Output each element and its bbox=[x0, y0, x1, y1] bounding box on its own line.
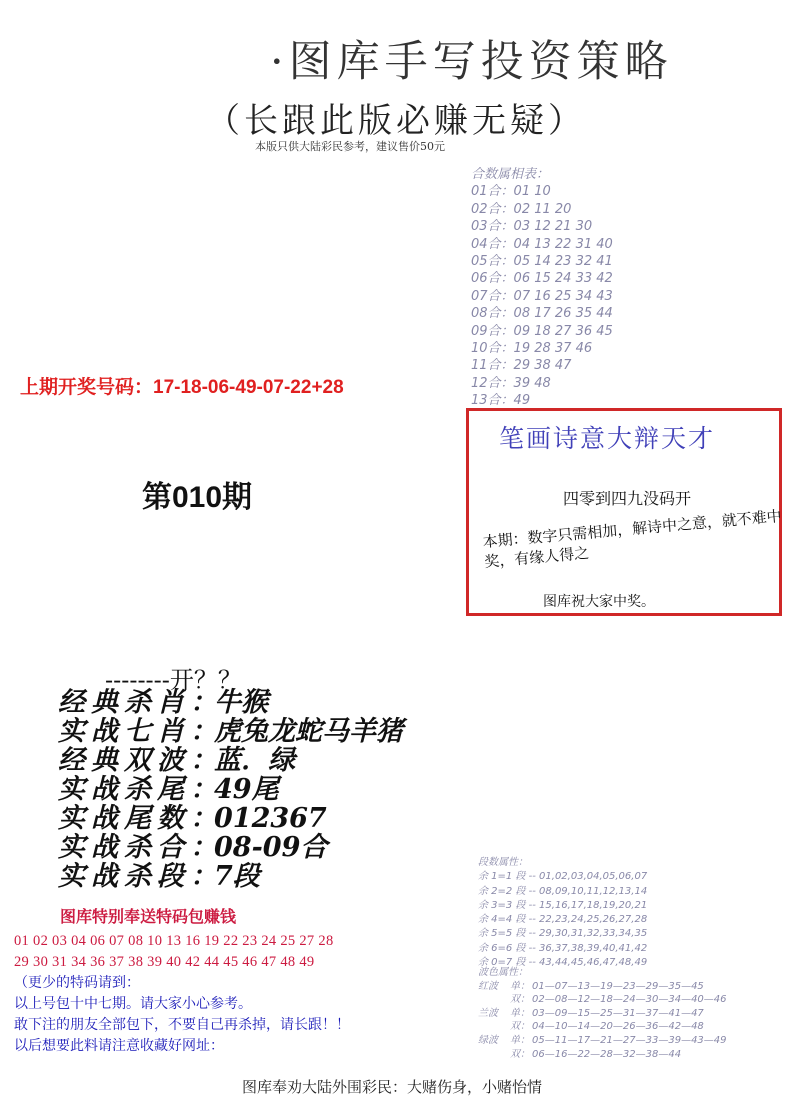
tip-value: 牛猴 bbox=[214, 687, 268, 718]
page-subtitle: （长跟此版必赚无疑） bbox=[206, 101, 586, 141]
last-draw-numbers: 上期开奖号码：17-18-06-49-07-22+28 bbox=[20, 377, 344, 398]
bo-type: 双： bbox=[510, 1021, 530, 1033]
bo-color: 兰波 bbox=[478, 1007, 498, 1019]
tip-value: 7段 bbox=[214, 861, 260, 892]
duan-title: 段数属性： bbox=[478, 857, 528, 868]
he-table-row: 05合：05 14 23 32 41 bbox=[471, 254, 613, 270]
he-table-row: 02合：02 11 20 bbox=[471, 201, 572, 217]
poem-riddle-box bbox=[466, 408, 782, 616]
he-table-row: 01合：01 10 bbox=[471, 184, 551, 200]
page-title: ·图库手写投资策略 bbox=[270, 37, 673, 87]
gift-note: （更少的特码请到： bbox=[14, 976, 140, 991]
he-table-row: 08合：08 17 26 35 44 bbox=[471, 306, 613, 322]
he-table-row: 09合：09 18 27 36 45 bbox=[471, 323, 613, 339]
bo-color: 红波 bbox=[478, 980, 498, 992]
he-table-row: 11合：29 38 47 bbox=[471, 358, 572, 374]
issue-number: 第010期 bbox=[142, 481, 253, 514]
tip-row bbox=[58, 775, 403, 804]
gift-numbers-line: 01 02 03 04 06 07 08 10 13 16 19 22 23 24 25 27 28 bbox=[14, 933, 334, 949]
bo-type: 双： bbox=[510, 994, 530, 1006]
tip-row bbox=[58, 862, 403, 891]
tip-row bbox=[58, 688, 403, 717]
gift-title: 图库特别奉送特码包赚钱 bbox=[60, 909, 237, 926]
bo-nums: 03—09—15—25—31—37—41—47 bbox=[532, 1007, 704, 1019]
tip-value: 49尾 bbox=[214, 774, 279, 805]
gift-note: 以上号包十中七期。请大家小心参考。 bbox=[14, 997, 252, 1012]
bo-color: 绿波 bbox=[478, 1034, 498, 1046]
duan-row: 余 0=7 段 -- 43,44,45,46,47,48,49 bbox=[478, 957, 648, 969]
tip-value: 012367 bbox=[214, 803, 327, 834]
bo-title: 波色属性： bbox=[478, 967, 528, 978]
price-note: 本版只供大陆彩民参考，建议售价50元 bbox=[255, 140, 445, 153]
footer-slogan: 图库奉劝大陆外围彩民：大赌伤身，小赌怡情 bbox=[242, 1078, 543, 1096]
bo-type: 单： bbox=[510, 980, 530, 992]
poem-blessing: 图库祝大家中奖。 bbox=[543, 594, 655, 610]
he-table-row: 06合：06 15 24 33 42 bbox=[471, 271, 613, 287]
gift-numbers-line: 29 30 31 34 36 37 38 39 40 42 44 45 46 47 48 49 bbox=[14, 954, 315, 970]
tip-label: 经典杀肖： bbox=[58, 687, 223, 718]
poem-title: 笔画诗意大辩天才 bbox=[499, 424, 716, 453]
tip-value: 08-09合 bbox=[214, 832, 328, 863]
tips-list bbox=[58, 688, 403, 891]
he-table-row: 10合：19 28 37 46 bbox=[471, 341, 593, 357]
poem-hint: 本期：数字只需相加，解诗中之意，就不难中奖，有缘人得之 bbox=[481, 506, 783, 572]
tip-value: 虎兔龙蛇马羊猪 bbox=[214, 716, 403, 747]
duan-row: 余 1=1 段 -- 01,02,03,04,05,06,07 bbox=[478, 871, 648, 883]
bo-type: 单： bbox=[510, 1007, 530, 1019]
tip-row bbox=[58, 833, 403, 862]
he-table-row: 07合：07 16 25 34 43 bbox=[471, 288, 613, 304]
he-table-row: 13合：49 bbox=[471, 393, 531, 409]
bo-row bbox=[478, 980, 778, 994]
tip-value: 蓝．绿 bbox=[214, 745, 295, 776]
tip-row bbox=[58, 717, 403, 746]
bo-color-table bbox=[478, 966, 778, 1061]
bo-type: 双： bbox=[510, 1048, 530, 1060]
bo-nums: 04—10—14—20—26—36—42—48 bbox=[532, 1021, 704, 1033]
bo-nums: 06—16—22—28—32—38—44 bbox=[532, 1048, 682, 1060]
he-table-row: 04合：04 13 22 31 40 bbox=[471, 236, 613, 252]
tip-label: 经典双波： bbox=[58, 745, 223, 776]
he-number-table bbox=[471, 166, 631, 410]
bo-nums: 02—08—12—18—24—30—34—40—46 bbox=[532, 994, 727, 1006]
bo-row bbox=[478, 1020, 778, 1034]
tip-label: 实战杀段： bbox=[58, 861, 223, 892]
tip-label: 实战杀尾： bbox=[58, 774, 223, 805]
duan-attribute-table bbox=[478, 856, 778, 970]
bo-type: 单： bbox=[510, 1034, 530, 1046]
duan-row: 余 5=5 段 -- 29,30,31,32,33,34,35 bbox=[478, 928, 648, 940]
tip-row bbox=[58, 804, 403, 833]
gift-notes bbox=[14, 973, 350, 1057]
tip-label: 实战尾数： bbox=[58, 803, 223, 834]
duan-row: 余 3=3 段 -- 15,16,17,18,19,20,21 bbox=[478, 899, 648, 911]
poem-line: 四零到四九没码开 bbox=[563, 489, 692, 508]
gift-numbers bbox=[14, 931, 454, 973]
he-table-title: 合数属相表： bbox=[471, 167, 550, 182]
bo-nums: 05—11—17—21—27—33—39—43—49 bbox=[532, 1034, 727, 1046]
tip-row bbox=[58, 746, 403, 775]
bo-row bbox=[478, 1007, 778, 1021]
duan-row: 余 6=6 段 -- 36,37,38,39,40,41,42 bbox=[478, 942, 648, 954]
bo-row bbox=[478, 993, 778, 1007]
tip-label: 实战杀合： bbox=[58, 832, 223, 863]
tip-label: 实战七肖： bbox=[58, 716, 223, 747]
duan-row: 余 4=4 段 -- 22,23,24,25,26,27,28 bbox=[478, 914, 648, 926]
gift-note: 敢下注的朋友全部包下，不要自己再杀掉，请长跟！！ bbox=[14, 1018, 350, 1033]
bo-row bbox=[478, 1034, 778, 1048]
bo-nums: 01—07—13—19—23—29—35—45 bbox=[532, 980, 704, 992]
duan-row: 余 2=2 段 -- 08,09,10,11,12,13,14 bbox=[478, 885, 648, 897]
gift-note: 以后想要此料请注意收藏好网址： bbox=[14, 1039, 224, 1054]
he-table-row: 12合：39 48 bbox=[471, 375, 551, 391]
bo-row bbox=[478, 1048, 778, 1062]
open-line: --------开？？ bbox=[105, 666, 242, 694]
he-table-row: 03合：03 12 21 30 bbox=[471, 219, 593, 235]
